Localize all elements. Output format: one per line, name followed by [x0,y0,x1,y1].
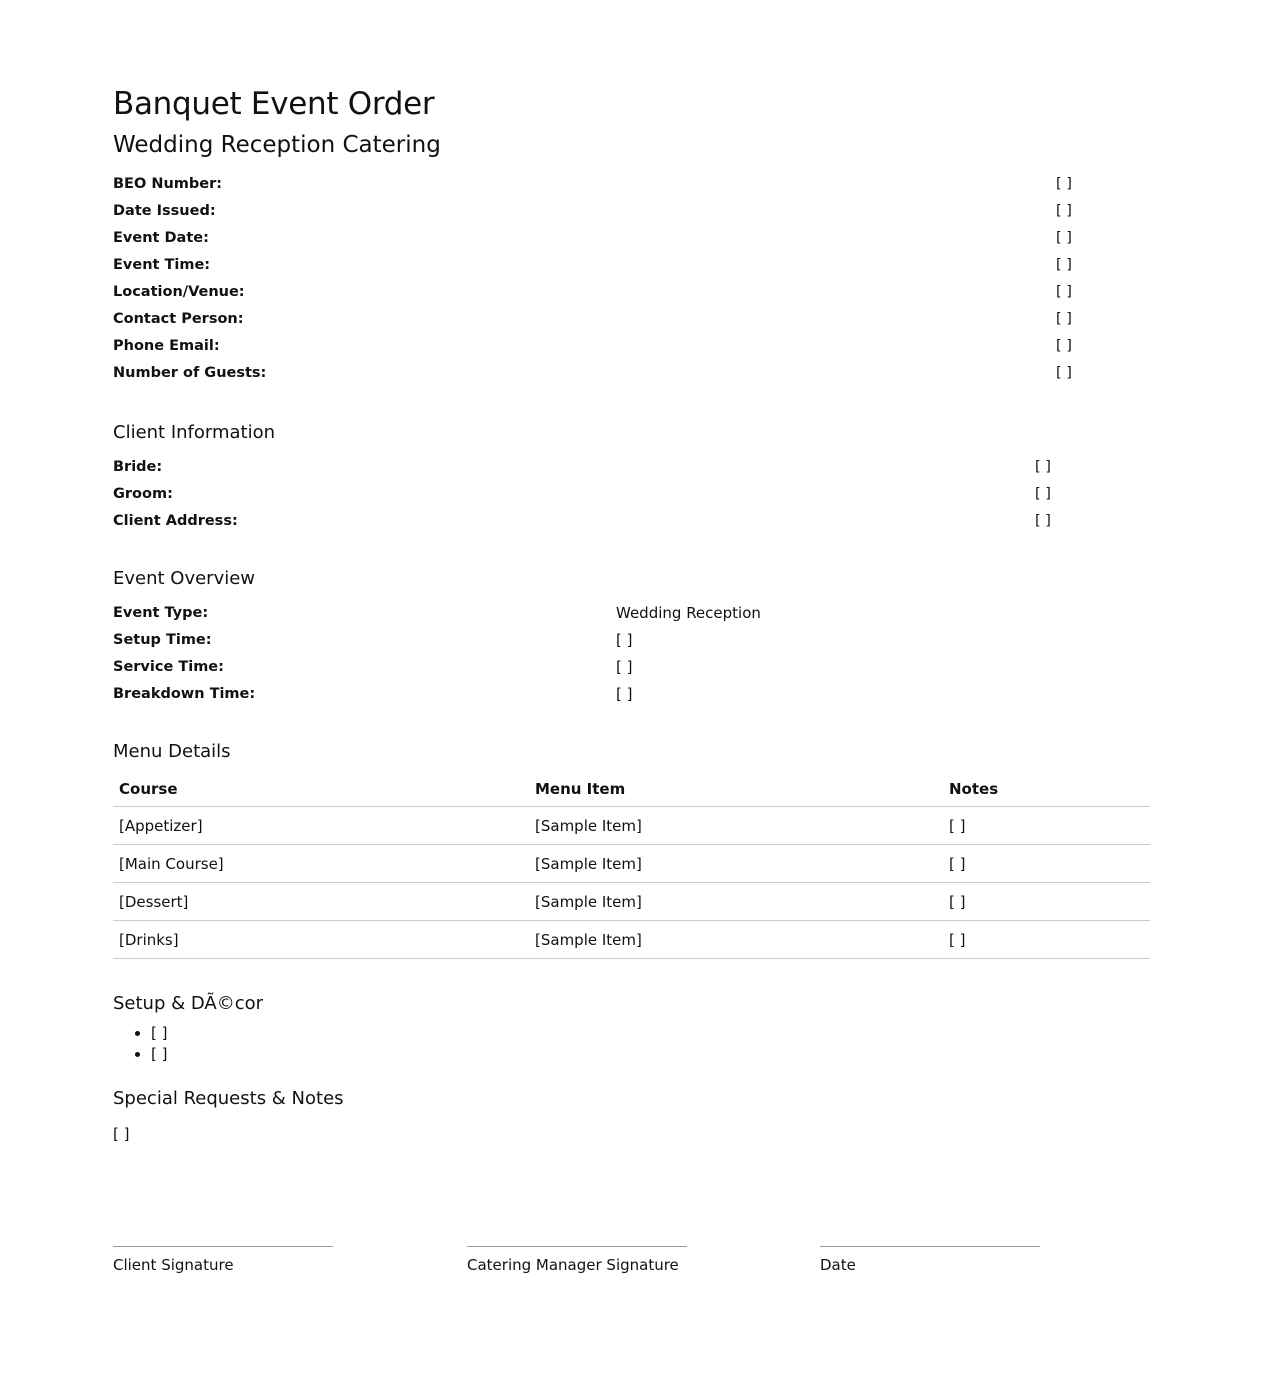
field-value: [ ] [1056,337,1072,354]
field-label: Contact Person: [113,310,244,327]
field-value: [ ] [1056,364,1072,381]
cell: [Sample Item] [529,921,943,959]
cell: [ ] [943,921,1150,959]
section-heading: Special Requests & Notes [113,1088,344,1109]
setup-section [113,993,1150,1066]
table-header [113,772,1150,807]
cell: [Dessert] [113,883,529,921]
field-row [113,507,1150,534]
menu-table [113,772,1150,959]
field-row [113,224,1150,251]
field-label: Event Date: [113,229,209,246]
cell: [Appetizer] [113,807,529,845]
column-header: Notes [943,772,1150,807]
table-row [113,845,1150,883]
field-row [113,359,1150,386]
field-value: [ ] [616,684,633,703]
field-label: Client Address: [113,512,238,529]
client-section [113,422,1150,534]
list-item: • [ ] [151,1024,1150,1045]
manager-signature-line: Catering Manager Signature [467,1246,687,1274]
field-value: [ ] [1056,175,1072,192]
field-value: [ ] [1035,458,1051,475]
field-row [113,197,1150,224]
field-value: [ ] [1056,310,1072,327]
special-section [113,1088,1150,1143]
cell: [Sample Item] [529,883,943,921]
table-row [113,807,1150,845]
column-header: Menu Item [529,772,943,807]
cell: [ ] [943,807,1150,845]
cell: [ ] [943,845,1150,883]
field-label: Setup Time: [113,631,212,648]
field-value: [ ] [1035,512,1051,529]
field-label: Service Time: [113,658,224,675]
field-label: BEO Number: [113,175,223,192]
field-row [113,170,1150,197]
field-row [113,480,1150,507]
field-label: Location/Venue: [113,283,245,300]
column-header: Course [113,772,529,807]
field-label: Groom: [113,485,173,502]
field-value: [ ] [1056,202,1072,219]
field-value: [ ] [616,630,633,649]
page-subtitle: Wedding Reception Catering [113,132,441,158]
field-row [113,278,1150,305]
section-heading: Client Information [113,422,276,443]
field-value: [ ] [1056,256,1072,273]
field-row [113,626,1150,653]
special-notes: [ ] [113,1125,130,1143]
date-signature-line: Date [820,1246,1040,1274]
field-row [113,599,1150,626]
cell: [Drinks] [113,921,529,959]
header-fields [113,170,1150,386]
field-label: Breakdown Time: [113,685,256,702]
overview-section [113,568,1150,707]
field-value: [ ] [1056,283,1072,300]
field-label: Bride: [113,458,163,475]
table-row [113,921,1150,959]
field-label: Number of Guests: [113,364,267,381]
field-label: Phone Email: [113,337,220,354]
page-title: Banquet Event Order [113,86,435,122]
cell: [ ] [943,883,1150,921]
menu-section [113,741,1150,959]
field-label: Event Type: [113,604,209,621]
field-value: [ ] [1056,229,1072,246]
field-row [113,332,1150,359]
table-row [113,883,1150,921]
list-item: • [ ] [151,1045,1150,1066]
field-value: [ ] [616,657,633,676]
field-row [113,251,1150,278]
field-row [113,305,1150,332]
field-value: Wedding Reception [616,603,761,622]
cell: [Sample Item] [529,807,943,845]
field-label: Date Issued: [113,202,216,219]
field-row [113,653,1150,680]
cell: [Sample Item] [529,845,943,883]
section-heading: Menu Details [113,741,231,762]
field-row [113,453,1150,480]
client-signature-line: Client Signature [113,1246,333,1274]
field-row [113,680,1150,707]
field-value: [ ] [1035,485,1051,502]
section-heading: Event Overview [113,568,256,589]
cell: [Main Course] [113,845,529,883]
field-label: Event Time: [113,256,211,273]
section-heading: Setup & DÃ©cor [113,993,264,1014]
setup-list [113,1024,1150,1066]
